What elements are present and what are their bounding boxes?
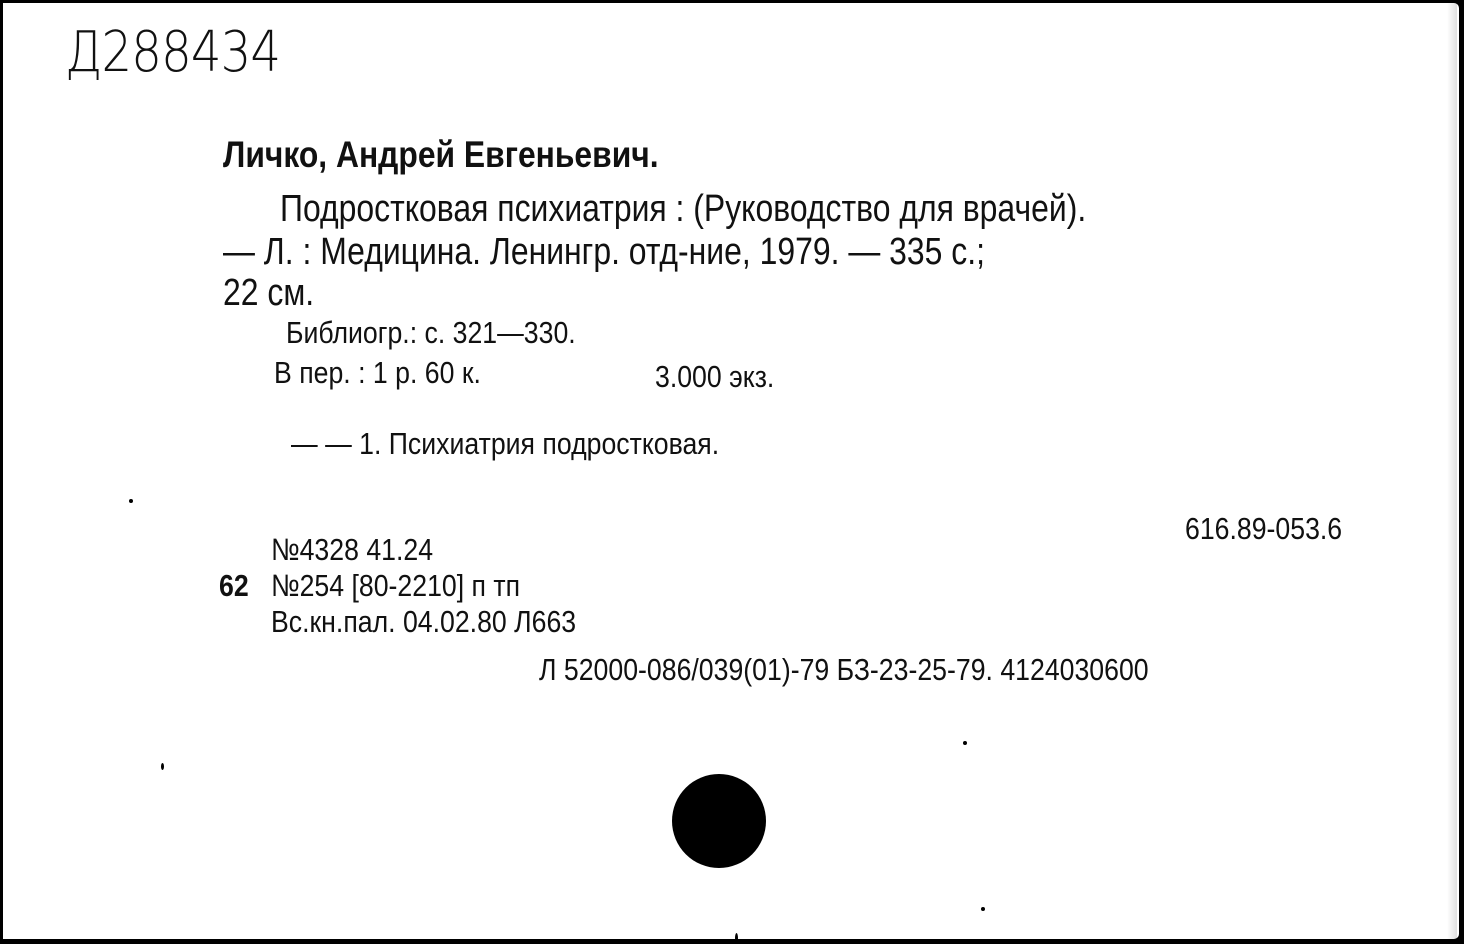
book-chamber-record: Вс.кн.пал. 04.02.80 Л663	[271, 604, 577, 639]
title-line-3: 22 см.	[223, 272, 315, 314]
print-run: 3.000 экз.	[655, 359, 775, 394]
title-line-1: Подростковая психиатрия : (Руководство для врачей).	[280, 188, 1087, 230]
udc-code: 616.89-053.6	[1185, 511, 1343, 546]
publisher-code: Л 52000-086/039(01)-79 БЗ-23-25-79. 4124030600	[539, 652, 1149, 687]
punch-hole	[672, 774, 766, 868]
handwritten-call-number: Д288434	[65, 20, 281, 85]
title-line-2: — Л. : Медицина. Ленингр. отд-ние, 1979. — 335 с.;	[223, 231, 985, 273]
speck	[735, 933, 738, 943]
catalog-number-2: №254 [80-2210] п тп	[271, 568, 521, 603]
author-heading: Личко, Андрей Евгеньевич.	[223, 134, 659, 175]
speck	[981, 907, 985, 911]
speck	[129, 499, 133, 503]
speck	[963, 741, 967, 745]
subject-heading: — — 1. Психиатрия подростковая.	[291, 426, 720, 461]
speck	[161, 763, 164, 770]
catalog-number: №4328 41.24	[271, 532, 434, 567]
bibliography-note: Библиогр.: с. 321—330.	[286, 315, 576, 350]
card-number-prefix: 62	[219, 568, 249, 603]
binding-price: В пер. : 1 р. 60 к.	[274, 355, 481, 390]
